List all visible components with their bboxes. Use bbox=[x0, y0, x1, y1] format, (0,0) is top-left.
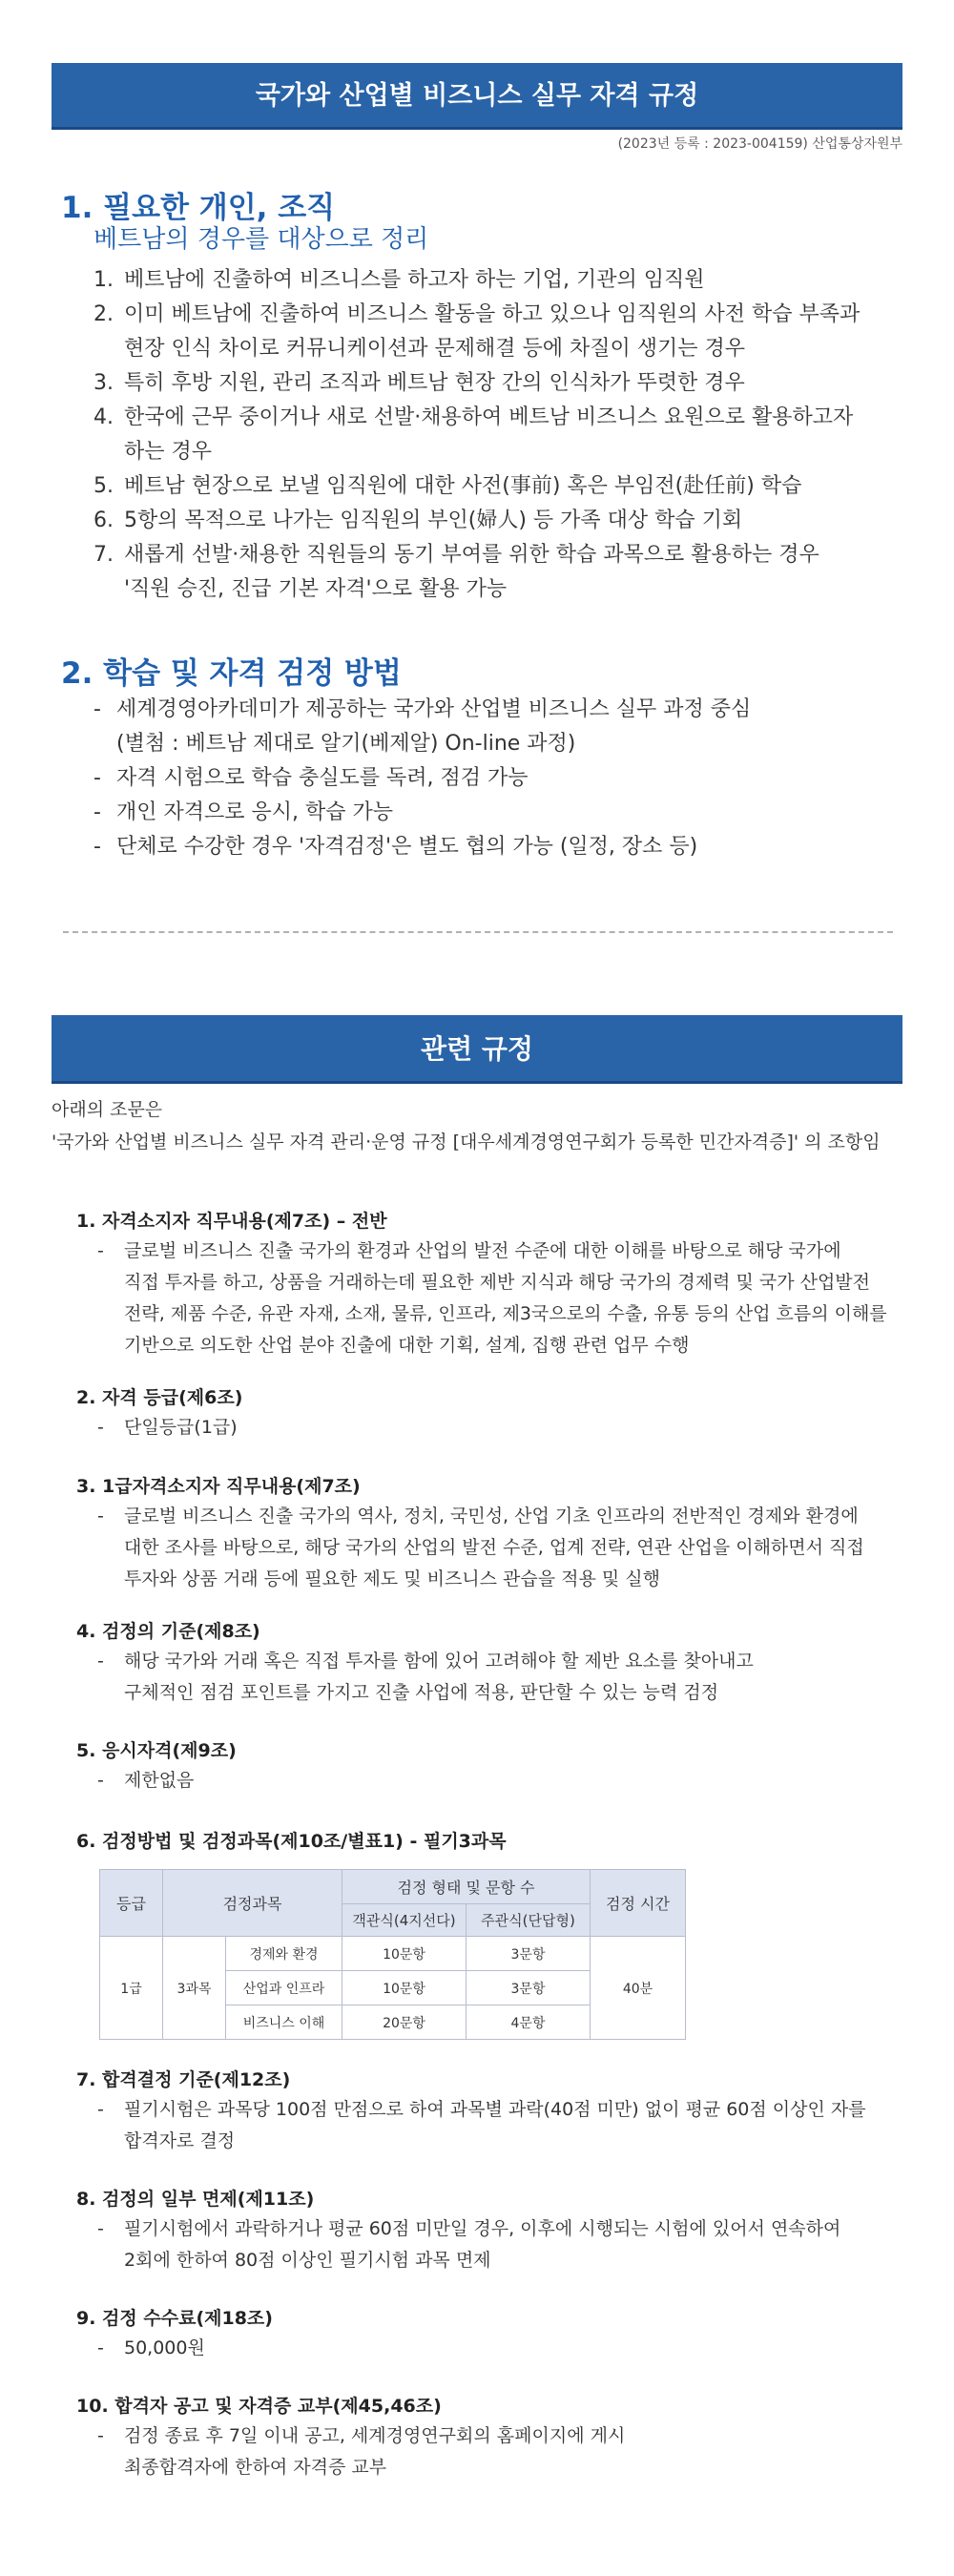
item-text: 5항의 목적으로 나가는 임직원의 부인(婦人) 등 가족 대상 학습 기회 bbox=[124, 509, 743, 532]
list-item bbox=[93, 469, 885, 504]
objective-cell: 20문항 bbox=[342, 2005, 467, 2040]
list-item: - 개인 자격으로 응시, 학습 가능 bbox=[93, 796, 885, 830]
rule-item: 3. 1급자격소지자 직무내용(제7조) - 글로벌 비즈니스 진출 국가의 역사, 정치, 국민성, 산업 기초 인프라의 전반적인 경제와 환경에 대한 조사를 바탕으로, 해당 국가의 산업의 발전 수준, 업계 전략, 연관 산업을 이해하면서 직접 투자와 상품 거래 등에 필요한 제도 및 비즈니스 관습을 적용 및 실행 bbox=[76, 1472, 897, 1595]
rule-item: 7. 합격결정 기준(제12조) - 필기시험은 과목당 100점 만점으로 하여 과목별 과락(40점 미만) 없이 평균 60점 이상인 자를 합격자로 결정 bbox=[76, 2066, 897, 2157]
list-item bbox=[93, 298, 885, 366]
item-text: 베트남 현장으로 보낼 임직원에 대한 사전(事前) 혹은 부임전(赴任前) 학습 bbox=[124, 474, 802, 498]
section1-list bbox=[93, 263, 885, 607]
subjective-cell: 3문항 bbox=[467, 1971, 591, 2005]
section1-subtitle: 베트남의 경우를 대상으로 정리 bbox=[93, 225, 429, 254]
rule-title: 4. 검정의 기준(제8조) bbox=[76, 1621, 260, 1642]
item-text: 이미 베트남에 진출하여 비즈니스 활동을 하고 있으나 임직원의 사전 학습 부족과 현장 인식 차이로 커뮤니케이션과 문제해결 등에 차질이 생기는 경우 bbox=[124, 302, 861, 361]
rule-text: 글로벌 비즈니스 진출 국가의 환경과 산업의 발전 수준에 대한 이해를 바탕으로 해당 국가에 직접 투자를 하고, 상품을 거래하는데 필요한 제반 지식과 해당 국가의 경제력 및 국가 산업발전 전략, 제품 수준, 유관 자재, 소재, 물류, 인프라, 제3국으로의 수출, 유통 등의 산업 흐름의 이해를 기반으로 의도한 산업 분야 진출에 대한 기획, 설계, 집행 관련 업무 수행 bbox=[124, 1240, 887, 1356]
subject-cell: 비즈니스 이해 bbox=[226, 2005, 342, 2040]
item-text: 특히 후방 지원, 관리 조직과 베트남 현장 간의 인식차가 뚜렷한 경우 bbox=[124, 371, 745, 395]
rule-item: 10. 합격자 공고 및 자격증 교부(제45,46조) - 검정 종료 후 7일 이내 공고, 세계경영연구회의 홈페이지에 게시 최종합격자에 한하여 자격증 교부 bbox=[76, 2392, 897, 2483]
related-intro bbox=[52, 1093, 881, 1158]
header-objective: 객관식(4지선다) bbox=[342, 1904, 467, 1937]
grade-cell: 1급 bbox=[100, 1937, 163, 2040]
rule-item: 5. 응시자격(제9조) - 제한없음 bbox=[76, 1736, 897, 1797]
list-item: - 세계경영아카데미가 제공하는 국가와 산업별 비즈니스 실무 과정 중심 (별첨 : 베트남 제대로 알기(베제알) On-line 과정) bbox=[93, 693, 885, 761]
header-grade: 등급 bbox=[100, 1870, 163, 1937]
rule-title: 9. 검정 수수료(제18조) bbox=[76, 2308, 273, 2329]
item-text: 세계경영아카데미가 제공하는 국가와 산업별 비즈니스 실무 과정 중심 (별첨 : 베트남 제대로 알기(베제알) On-line 과정) bbox=[116, 697, 752, 756]
header-time: 검정 시간 bbox=[591, 1870, 686, 1937]
rule-item bbox=[76, 1827, 897, 2056]
item-number: 3. bbox=[93, 371, 114, 395]
rule-text: 글로벌 비즈니스 진출 국가의 역사, 정치, 국민성, 산업 기초 인프라의 전반적인 경제와 환경에 대한 조사를 바탕으로, 해당 국가의 산업의 발전 수준, 업계 전략, 연관 산업을 이해하면서 직접 투자와 상품 거래 등에 필요한 제도 및 비즈니스 관습을 적용 및 실행 bbox=[124, 1506, 864, 1589]
objective-cell: 10문항 bbox=[342, 1971, 467, 2005]
dashed-divider bbox=[63, 931, 893, 933]
page-title: 국가와 산업별 비즈니스 실무 자격 규정 bbox=[255, 81, 699, 111]
rule-item: 9. 검정 수수료(제18조) - 50,000원 bbox=[76, 2304, 897, 2364]
item-number: 7. bbox=[93, 543, 114, 567]
list-item bbox=[93, 504, 885, 538]
rule-title: 8. 검정의 일부 면제(제11조) bbox=[76, 2189, 315, 2210]
item-number: 4. bbox=[93, 405, 114, 429]
list-item bbox=[93, 538, 885, 607]
rule-text: 해당 국가와 거래 혹은 직접 투자를 함에 있어 고려해야 할 제반 요소를 찾아내고 구체적인 점검 포인트를 가지고 진출 사업에 적용, 판단할 수 있는 능력 검정 bbox=[124, 1651, 754, 1703]
item-number: 2. bbox=[93, 302, 114, 326]
rule-item: 8. 검정의 일부 면제(제11조) - 필기시험에서 과락하거나 평균 60점 미만일 경우, 이후에 시행되는 시험에 있어서 연속하여 2회에 한하여 80점 이상인 필기시험 과목 면제 bbox=[76, 2185, 897, 2276]
rule-text: 50,000원 bbox=[124, 2337, 205, 2358]
rule-text: 검정 종료 후 7일 이내 공고, 세계경영연구회의 홈페이지에 게시 최종합격자에 한하여 자격증 교부 bbox=[124, 2425, 626, 2478]
rule-title: 6. 검정방법 및 검정과목(제10조/별표1) - 필기3과목 bbox=[76, 1831, 507, 1852]
rule-item: 1. 자격소지자 직무내용(제7조) – 전반 - 글로벌 비즈니스 진출 국가의 환경과 산업의 발전 수준에 대한 이해를 바탕으로 해당 국가에 직접 투자를 하고, 상품을 거래하는데 필요한 제반 지식과 해당 국가의 경제력 및 국가 산업발전 전략, 제품 수준, 유관 자재, 소재, 물류, 인프라, 제3국으로의 수출, 유통 등의 산업 흐름의 이해를 기반으로 의도한 산업 분야 진출에 대한 기획, 설계, 집행 관련 업무 수행 bbox=[76, 1207, 897, 1361]
header-subjective: 주관식(단답형) bbox=[467, 1904, 591, 1937]
exam-table bbox=[99, 1869, 686, 2040]
related-title-banner bbox=[52, 1015, 902, 1084]
subjective-cell: 4문항 bbox=[467, 2005, 591, 2040]
list-item: - 단체로 수강한 경우 '자격검정'은 별도 협의 가능 (일정, 장소 등) bbox=[93, 830, 885, 864]
item-number: 5. bbox=[93, 474, 114, 498]
rule-title: 7. 합격결정 기준(제12조) bbox=[76, 2069, 291, 2090]
item-text: 단체로 수강한 경우 '자격검정'은 별도 협의 가능 (일정, 장소 등) bbox=[116, 835, 698, 859]
list-item bbox=[93, 263, 885, 298]
intro-line: '국가와 산업별 비즈니스 실무 자격 관리·운영 규정 [대우세계경영연구회가 등록한 민간자격증]' 의 조항임 bbox=[52, 1132, 881, 1153]
item-number: 1. bbox=[93, 268, 114, 292]
related-title: 관련 규정 bbox=[421, 1033, 533, 1065]
rule-title: 2. 자격 등급(제6조) bbox=[76, 1387, 243, 1408]
subjective-cell: 3문항 bbox=[467, 1937, 591, 1971]
item-text: 새롭게 선발·채용한 직원들의 동기 부여를 위한 학습 과목으로 활용하는 경우 '직원 승진, 진급 기본 자격'으로 활용 가능 bbox=[124, 543, 819, 601]
item-text: 자격 시험으로 학습 충실도를 독려, 점검 가능 bbox=[116, 766, 529, 790]
header-format: 검정 형태 및 문항 수 bbox=[342, 1870, 591, 1904]
item-text: 한국에 근무 중이거나 새로 선발·채용하여 베트남 비즈니스 요원으로 활용하고자 하는 경우 bbox=[124, 405, 854, 464]
item-text: 베트남에 진출하여 비즈니스를 하고자 하는 기업, 기관의 임직원 bbox=[124, 268, 705, 292]
intro-line: 아래의 조문은 bbox=[52, 1099, 163, 1120]
header-subjects: 검정과목 bbox=[163, 1870, 342, 1937]
list-item bbox=[93, 366, 885, 401]
rule-title: 10. 합격자 공고 및 자격증 교부(제45,46조) bbox=[76, 2396, 442, 2417]
rule-item: 4. 검정의 기준(제8조) - 해당 국가와 거래 혹은 직접 투자를 함에 있어 고려해야 할 제반 요소를 찾아내고 구체적인 점검 포인트를 가지고 진출 사업에 적용, 판단할 수 있는 능력 검정 bbox=[76, 1617, 897, 1709]
list-item: - 자격 시험으로 학습 충실도를 독려, 점검 가능 bbox=[93, 761, 885, 796]
subject-cell: 산업과 인프라 bbox=[226, 1971, 342, 2005]
item-number: 6. bbox=[93, 509, 114, 532]
page-title-banner bbox=[52, 63, 902, 130]
objective-cell: 10문항 bbox=[342, 1937, 467, 1971]
rule-title: 1. 자격소지자 직무내용(제7조) – 전반 bbox=[76, 1211, 387, 1232]
section2-title: 2. 학습 및 자격 검정 방법 bbox=[61, 656, 402, 691]
time-cell: 40분 bbox=[591, 1937, 686, 2040]
list-item bbox=[93, 401, 885, 469]
item-text: 개인 자격으로 응시, 학습 가능 bbox=[116, 800, 393, 824]
rule-text: 필기시험은 과목당 100점 만점으로 하여 과목별 과락(40점 미만) 없이 평균 60점 이상인 자를 합격자로 결정 bbox=[124, 2099, 866, 2151]
subject-count-cell: 3과목 bbox=[163, 1937, 226, 2040]
section2-list bbox=[93, 693, 885, 864]
registration-info: (2023년 등록 : 2023-004159) 산업통상자원부 bbox=[617, 136, 902, 152]
subject-cell: 경제와 환경 bbox=[226, 1937, 342, 1971]
rule-item: 2. 자격 등급(제6조) - 단일등급(1급) bbox=[76, 1383, 897, 1444]
rule-title: 5. 응시자격(제9조) bbox=[76, 1740, 237, 1761]
rule-title: 3. 1급자격소지자 직무내용(제7조) bbox=[76, 1476, 361, 1497]
rule-text: 단일등급(1급) bbox=[124, 1417, 238, 1438]
section1-title: 1. 필요한 개인, 조직 bbox=[61, 191, 336, 225]
rule-text: 필기시험에서 과락하거나 평균 60점 미만일 경우, 이후에 시행되는 시험에 있어서 연속하여 2회에 한하여 80점 이상인 필기시험 과목 면제 bbox=[124, 2218, 841, 2271]
table-row bbox=[100, 1937, 686, 1971]
rule-text: 제한없음 bbox=[124, 1770, 195, 1791]
